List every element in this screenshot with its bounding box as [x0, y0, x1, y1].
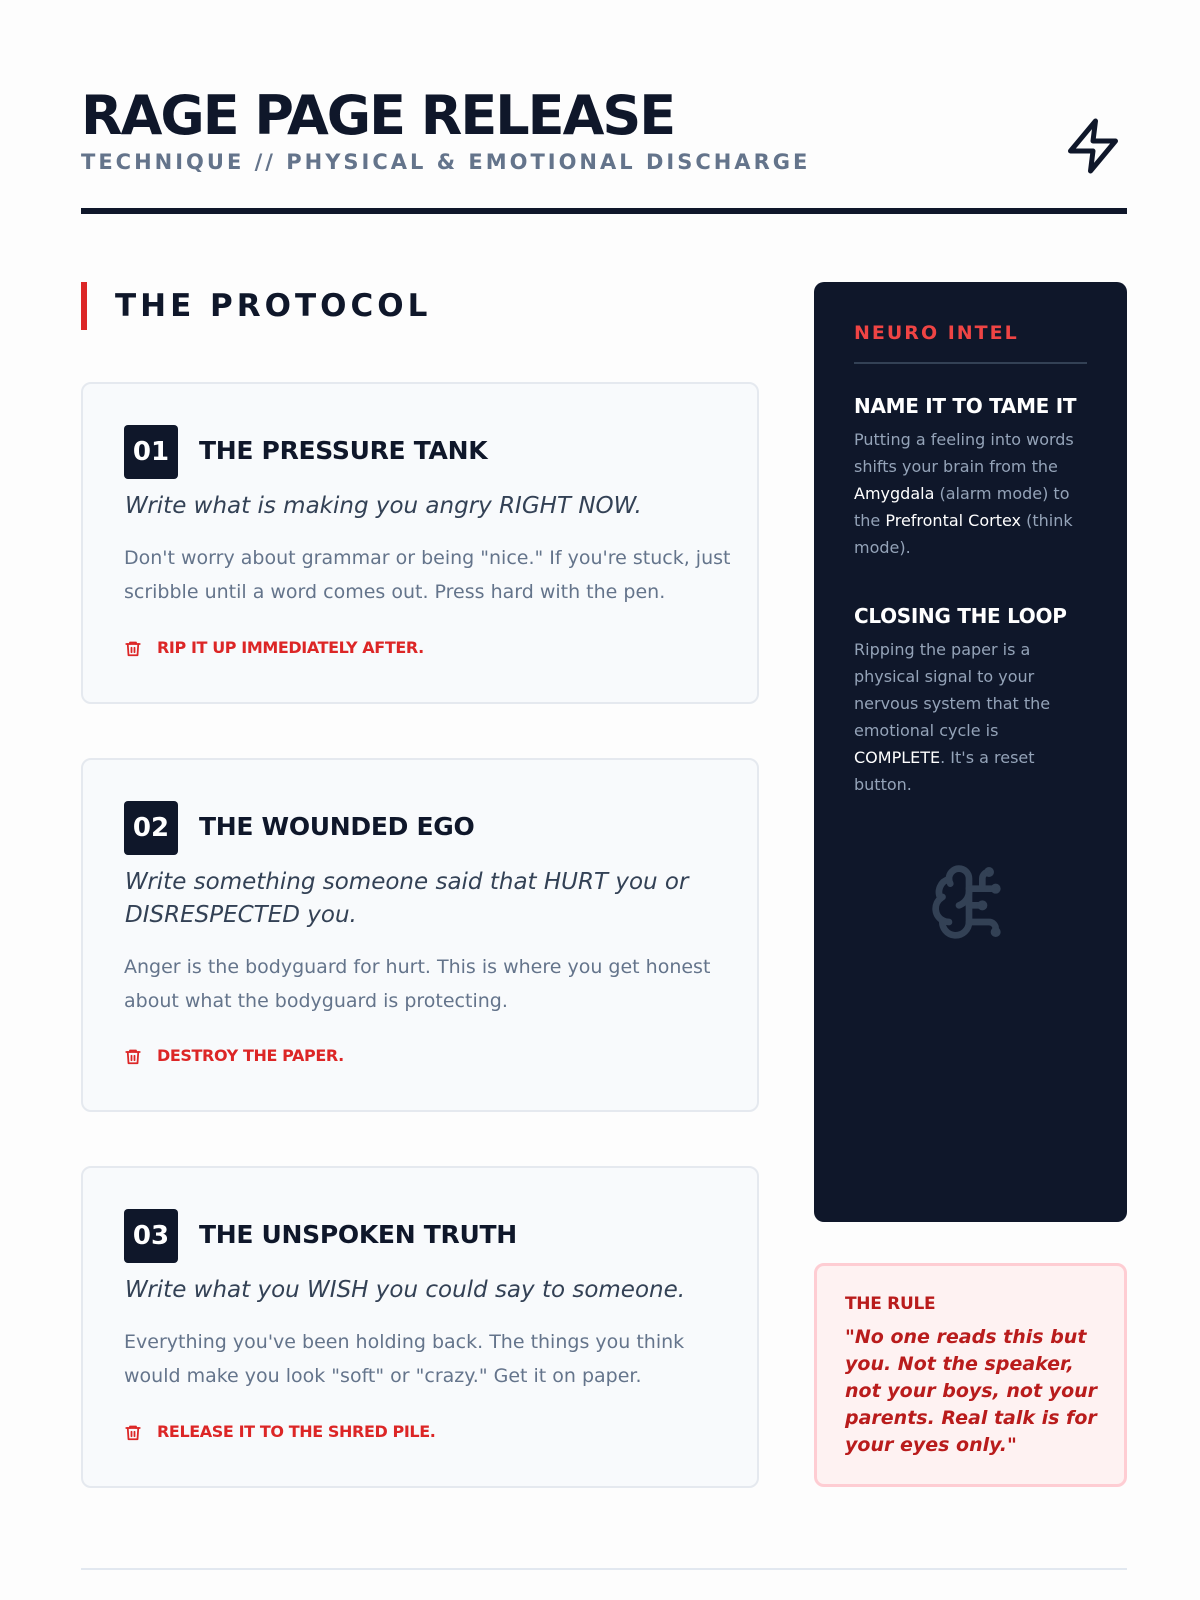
section-title: THE PROTOCOL: [115, 288, 432, 324]
intel-heading: NAME IT TO TAME IT: [854, 394, 1077, 418]
step-card-1: [81, 382, 759, 704]
lightning-bolt-icon: [1063, 114, 1123, 178]
highlight-term: Amygdala: [854, 484, 935, 503]
intel-text: Ripping the paper is a physical signal to your nervous system that the emotional cycle is COMPLETE. It's a reset button.: [854, 640, 1051, 794]
step-number: 01: [124, 425, 178, 479]
section-accent-bar: [81, 282, 87, 330]
step-prompt: Write what is making you angry RIGHT NOW.: [125, 493, 642, 519]
step-number: 03: [124, 1209, 178, 1263]
trash-icon: [124, 639, 142, 658]
step-description: Anger is the bodyguard for hurt. This is where you get honest about what the bodyguard is protecting.: [124, 956, 711, 1012]
page-header: [81, 84, 1127, 214]
step-description: Everything you've been holding back. The things you think would make you look "soft" or "crazy." Get it on paper.: [124, 1331, 685, 1387]
trash-icon: [124, 1423, 142, 1442]
step-description: Don't worry about grammar or being "nice." If you're stuck, just scribble until a word comes out. Press hard with the pen.: [124, 547, 731, 603]
step-title: THE WOUNDED EGO: [199, 812, 475, 841]
step-title: THE UNSPOKEN TRUTH: [199, 1220, 517, 1249]
page: [81, 0, 1127, 1600]
rule-label: THE RULE: [845, 1294, 936, 1314]
intel-text: Putting a feeling into words shifts your brain from the Amygdala (alarm mode) to the Prefrontal Cortex (think mode).: [854, 430, 1074, 557]
rule-quote: "No one reads this but you. Not the speaker, not your boys, not your parents. Real talk is for your eyes only.": [845, 1326, 1098, 1456]
intel-label: NEURO INTEL: [854, 322, 1019, 344]
brain-icon: [929, 862, 1009, 942]
intel-heading: CLOSING THE LOOP: [854, 604, 1067, 628]
step-action-label: DESTROY THE PAPER.: [157, 1046, 344, 1065]
trash-icon: [124, 1047, 142, 1066]
step-action-label: RELEASE IT TO THE SHRED PILE.: [157, 1422, 436, 1441]
highlight-term: Prefrontal Cortex: [885, 511, 1022, 530]
step-prompt: Write what you WISH you could say to someone.: [125, 1277, 686, 1303]
step-number: 02: [124, 801, 178, 855]
step-action-label: RIP IT UP IMMEDIATELY AFTER.: [157, 638, 424, 657]
intel-divider: [854, 362, 1087, 364]
step-card-3: [81, 1166, 759, 1488]
footer-divider: [81, 1568, 1127, 1570]
neuro-intel-panel: [814, 282, 1127, 1222]
page-subtitle: TECHNIQUE // PHYSICAL & EMOTIONAL DISCHARGE: [81, 150, 811, 174]
highlight-term: COMPLETE: [854, 748, 941, 767]
header-divider: [81, 208, 1127, 214]
step-card-2: [81, 758, 759, 1112]
step-title: THE PRESSURE TANK: [199, 436, 488, 465]
step-prompt: Write something someone said that HURT you or DISRESPECTED you.: [125, 869, 689, 928]
section-heading: [81, 282, 781, 330]
rule-callout: [814, 1263, 1127, 1487]
page-title: RAGE PAGE RELEASE: [81, 84, 675, 147]
